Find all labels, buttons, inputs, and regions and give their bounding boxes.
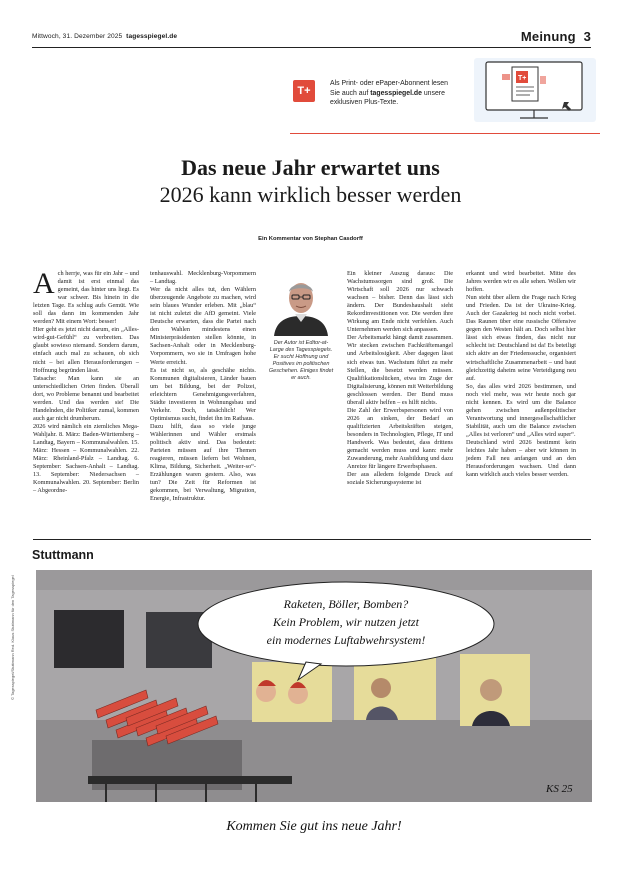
paragraph: Ein kleiner Auszug daraus: Die Wachstumssorgen sind groß. Die Wirtschaft soll 2026 nur schwach wachsen – bisher. Denn das lässt sich ändern. Der Bundeshaushalt sieht Rekordinvestitionen vor. Die werden ihre Wirkung am Ende nicht verfehlen. Auch Unternehmen werden sich anpassen. [347,270,453,334]
paragraph: Hier geht es jetzt nicht darum, ein „Alles-wird-gut-Gefühl“ zu verbreiten. Das glaubt sowieso niemand. Sondern darum, einfach auch mal zu schauen, ob sich nicht – bei allen Herausforderungen – Hoffnung begründen lässt. [33,326,139,374]
promo-rule [290,133,600,134]
svg-text:T+: T+ [518,75,527,82]
promo-line-2-pre: Sie auch auf [330,89,371,97]
headline-line-1: Das neue Jahr erwartet uns [181,155,440,180]
cartoon-illustration [36,570,592,840]
cartoon-section-title: Stuttmann [32,548,94,562]
cartoon-caption: Kommen Sie gut ins neue Jahr! [226,819,402,834]
section-name: Meinung [520,29,576,44]
paragraph: Es ist nicht so, als geschähe nichts. Kommunen digitalisieren, Länder bauen um bei Bildung, bei der Polizei, erleichtern Genehmigungsverfahren, Städte investieren in Wohnungsbau und Verkehr. Doch, tatsächlich! Wer Optimismus sucht, findet ihn im Rathaus. [150,366,256,422]
paragraph: tenhauswahl. Mecklenburg-Vorpommern – Landtag. [150,270,256,286]
paragraph: 2026 wird nämlich ein ziemliches Mega-Wahljahr. 8. März: Baden-Württemberg – Landtag, Bayern – Kommunalwahlen. 15. März: Hessen – Kommunalwahlen. 22. März: Rheinland-Pfalz – Landtag. 6. September: Sachsen-Anhalt – Landtag. 13. September: Niedersachsen – Kommunalwahlen. 20. September: Berlin – Abgeordne- [33,422,139,495]
promo-text [330,79,490,108]
promo-line-1: Als Print- oder ePaper-Abonnent lesen [330,80,448,87]
date-text: Mittwoch, 31. Dezember 2025 [32,33,123,40]
paragraph: Der aus alledem folgende Druck auf soziale Sicherungssysteme ist [347,471,453,487]
paragraph: Dazu hilft, dass so viele junge Wählerinnen und Wähler erstmals politisch aktiv sind. Das bedeutet: Parteien müssen auf ihre Themen reagieren, müssen liefern bei Wohnen, Klima, Bildung, Sicherheit. „Weiter-so“-Erzählungen waren gestern. Also, was tun? Die Zeit für Reformen ist gekommen, bei Verwaltung, Migration, Energie, Infrastruktur. [150,422,256,503]
tplus-logo[interactable]: T+ [293,80,315,102]
section-header [521,29,591,44]
monitor-icon [472,56,598,132]
speech-line-2: Kein Problem, wir nutzen jetzt [273,615,419,629]
paragraph: Tatsache: Man kann sie an unterschiedlichen Orten finden. Überall dort, wo Probleme benannt und bearbeitet werden. Und das werden sie! Die Handelnden, die Politiker zumal, kommen auch gar nicht drumherum. [33,374,139,422]
article-column-4 [466,270,576,479]
header-rule [32,47,591,48]
paragraph: Wer da nicht alles tut, den Wählern überzeugende Angebote zu machen, wird sein blaues Wunder erleben. Mit „blau“ ist nicht zuletzt die AfD gemeint. Viele Deutsche erwarten, dass die Partei nach den Wahlen mindestens einen Ministerpräsidenten stellen könnte, in Sachsen-Anhalt oder in Mecklenburg-Vorpommern, wo sie in Umfragen hohe Werte erreicht. [150,286,256,366]
page-number: 3 [583,29,591,44]
author-portrait [270,270,332,336]
site-link[interactable]: tagesspiegel.de [126,33,178,40]
promo-line-3: exklusiven Plus-Texte. [330,99,399,107]
paragraph [33,267,139,326]
paragraph: Nun steht über allem die Frage nach Krieg und Frieden. Da ist der Ukraine-Krieg. Auch der Gazakrieg ist noch nicht vorbei. Das Raunen über eine russische Offensive gegen den Westen hält an. Doch selbst hier lässt sich etwas finden, das nicht nur schlecht ist: Deutschland ist da! Es beteiligt sich aktiv an der Friedenssuche, organisiert wirtschaftliche Zusammenarbeit – und baut gleichzeitig daheim seine Verteidigung neu auf. [466,294,576,382]
article-column-3 [347,270,453,487]
portrait-caption: Der Autor ist Editor-at-Large des Tagesspiegels. Er sucht Hoffnung und Positives im politischen Geschehen. Einiges findet er auch. [268,340,334,381]
headline [60,154,561,208]
paragraph: erkannt und wird bearbeitet. Mitte des Jahres werden wir es alle sehen. Wollen wir hoffen. [466,270,576,294]
promo-line-2 [330,89,490,99]
paragraph: Die Zahl der Erwerbspersonen wird von 2026 an sinken, der Bedarf an qualifizierten Arbeitskräften steigen, besonders in Technologien, Pflege, IT und Handwerk. Was bedeutet, dass drittens gemacht werden muss und kann: mehr Zuwanderung, mehr Ausbildung und dazu Anreize für längere Erwerbsphasen. [347,406,453,471]
speech-line-3: ein modernes Luftabwehrsystem! [266,633,426,647]
promo-line-2-post: unsere [421,89,445,97]
section-rule [33,539,591,540]
artist-signature: KS 25 [546,783,573,795]
paragraph-text: ch herrje, was für ein Jahr – und damit ist erst einmal das gemeint, das hinter uns liegt. Es war schwer. Bis hinein in die letzten Tage. Es schlug aufs Gemüt. Wie soll das dann im kommenden Jahr werden? Mit einem Wort: besser! [33,270,139,326]
headline-line-2: 2026 kann wirklich besser werden [159,182,462,207]
cartoon-credit: © Tagesspiegel/Stuttmann Red. Klaus Stuttmann für den Tagesspiegel [10,575,15,700]
article-column-2 [150,270,256,503]
byline: Ein Kommentar von Stephan Casdorff [258,236,363,242]
promo-site-link[interactable]: tagesspiegel.de [370,89,422,97]
article-column-1 [33,267,139,495]
header-date [32,33,177,40]
speech-line-1: Raketen, Böller, Bomben? [283,597,409,611]
paragraph: Der Arbeitsmarkt hängt damit zusammen. Wir stecken zwischen Fachkräftemangel und Arbeitslosigkeit. Aber dagegen lässt sich etwas tun. Wachstum führt zu mehr Stellen, die besetzt werden müssen. Qualifikationslücken, etwa im Zuge der Digitalisierung, können mit Weiterbildung geschlossen werden. Der Bund muss überall aktiv helfen – es hilft nichts. [347,334,453,406]
paragraph: Deutschland wird 2026 bestimmt kein leichtes Jahr haben – aber wir können in jedem Fall neu anfangen und an den Herausforderungen wachsen. Und dann kann wirklich auch vieles besser werden. [466,438,576,479]
drop-cap: A [33,267,55,300]
paragraph: So, das alles wird 2026 bestimmen, und noch viel mehr, was wir heute noch gar nicht kennen. Es wird um die Balance gehen zwischen außenpolitischer Verantwortung und innergesellschaftlicher Stabilität, auch um die Balance zwischen „Alles ist verloren“ und „Alles wird super“. [466,382,576,438]
